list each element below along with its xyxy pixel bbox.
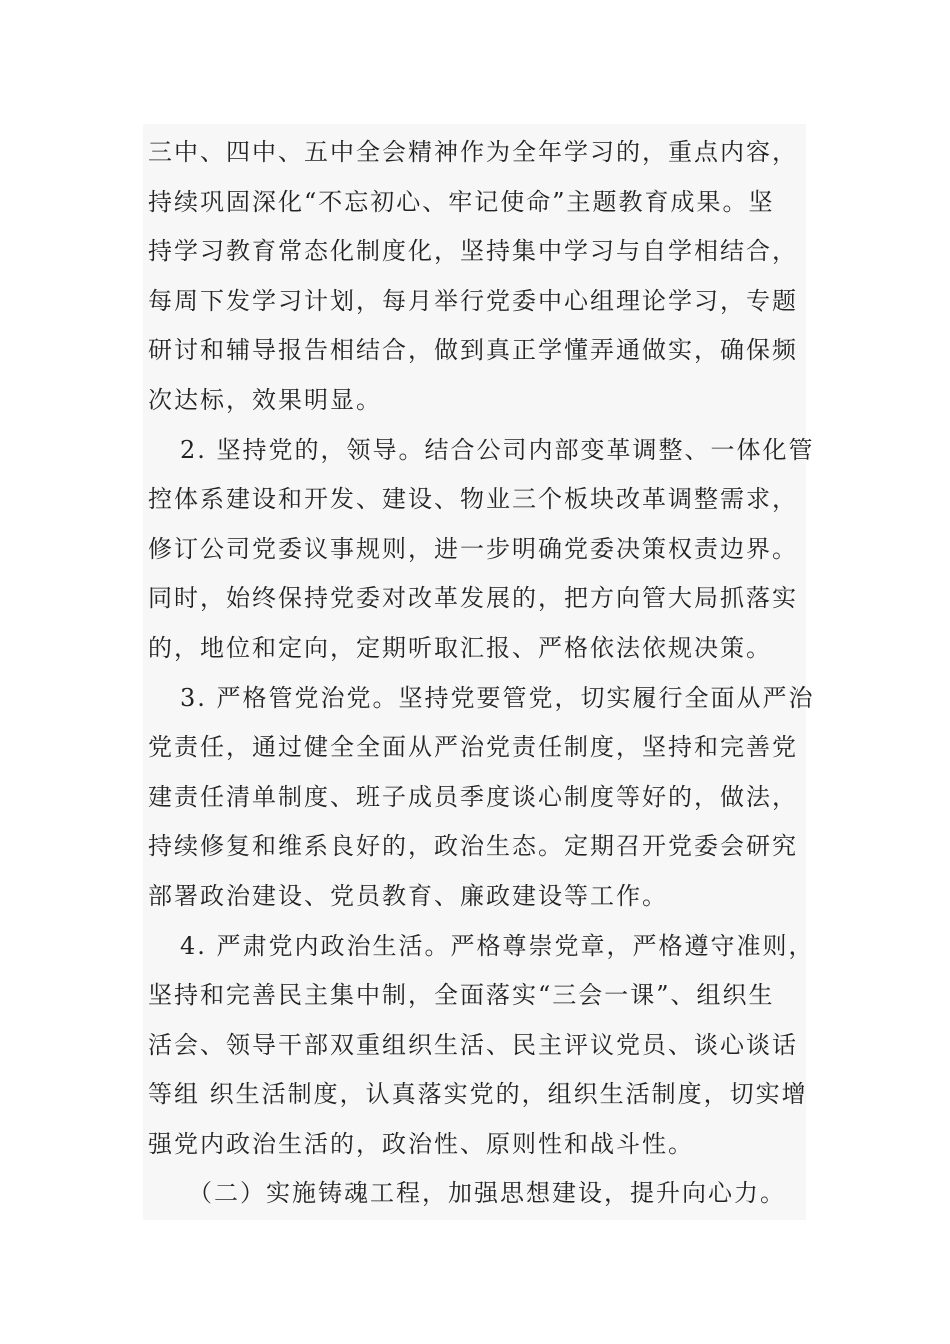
paragraph-line: 的，地位和定向，定期听取汇报、严格依法依规决策。 <box>148 633 772 662</box>
paragraph-line: 同时，始终保持党委对改革发展的，把方向管大局抓落实 <box>148 584 798 613</box>
paragraph-line: 控体系建设和开发、建设、物业三个板块改革调整需求， <box>148 485 798 514</box>
paragraph-line: 部署政治建设、党员教育、廉政建设等工作。 <box>148 881 668 910</box>
section-heading: （二）实施铸魂工程，加强思想建设，提升向心力。 <box>188 1179 786 1208</box>
paragraph-line: 修订公司党委议事规则，进一步明确党委决策权责边界。 <box>148 534 798 563</box>
paragraph-line: 三中、四中、五中全会精神作为全年学习的，重点内容， <box>148 138 798 166</box>
document-body <box>148 128 815 1219</box>
paragraph-line: 持续修复和维系良好的，政治生态。定期召开党委会研究 <box>148 832 798 861</box>
paragraph-line: 次达标，效果明显。 <box>148 385 382 414</box>
paragraph-line: 党责任，通过健全全面从严治党责任制度，坚持和完善党 <box>148 733 798 762</box>
paragraph-line: 坚持和完善民主集中制，全面落实“三会一课”、组织生 <box>148 981 775 1010</box>
paragraph-line: 持续巩固深化“不忘初心、牢记使命”主题教育成果。坚 <box>148 187 775 216</box>
list-item-2-start: 2. 坚持党的，领导。结合公司内部变革调整、一体化管 <box>180 435 815 464</box>
paragraph-line: 持学习教育常态化制度化，坚持集中学习与自学相结合， <box>148 237 798 266</box>
paragraph-line: 强党内政治生活的，政治性、原则性和战斗性。 <box>148 1129 694 1158</box>
paragraph-line: 建责任清单制度、班子成员季度谈心制度等好的，做法， <box>148 782 798 811</box>
list-item-4-start: 4. 严肃党内政治生活。严格尊崇党章，严格遵守准则， <box>180 931 815 960</box>
paragraph-line: 活会、领导干部双重组织生活、民主评议党员、谈心谈话 <box>148 1030 798 1059</box>
paragraph-line: 等组 织生活制度，认真落实党的，组织生活制度，切实增 <box>148 1080 808 1109</box>
paragraph-line: 研讨和辅导报告相结合，做到真正学懂弄通做实，确保频 <box>148 336 798 365</box>
paragraph-line: 每周下发学习计划，每月举行党委中心组理论学习，专题 <box>148 286 798 315</box>
list-item-3-start: 3. 严格管党治党。坚持党要管党，切实履行全面从严治 <box>180 683 815 712</box>
